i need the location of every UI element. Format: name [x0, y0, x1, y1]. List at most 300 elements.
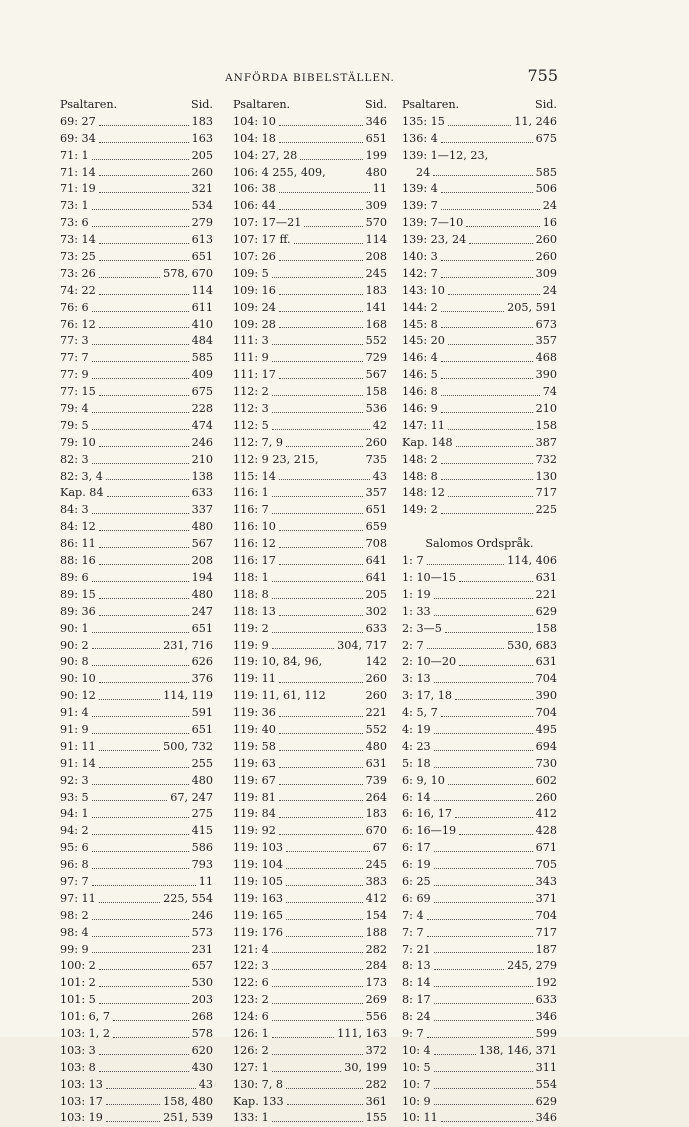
index-entry — [402, 739, 557, 756]
dot-leader — [286, 857, 363, 869]
dot-leader — [99, 756, 189, 768]
page-numbers: 173 — [365, 976, 387, 990]
dot-leader — [272, 638, 334, 650]
index-entry — [233, 165, 387, 182]
page-numbers: 304, 717 — [337, 638, 387, 652]
dot-leader — [92, 418, 189, 430]
verse-reference: 89: 36 — [60, 604, 96, 618]
page-numbers: 730 — [535, 756, 557, 770]
verse-reference: 104: 18 — [233, 131, 276, 145]
dot-leader — [448, 333, 533, 345]
dot-leader — [286, 840, 370, 852]
verse-reference: 77: 7 — [60, 351, 89, 365]
verse-reference: 111: 3 — [233, 334, 269, 348]
verse-reference: Kap. 148 — [402, 435, 453, 449]
index-entry — [402, 1026, 557, 1043]
page-numbers: 343 — [535, 874, 557, 888]
dot-leader — [433, 165, 532, 177]
page-numbers: 412 — [535, 807, 557, 821]
blank-line — [402, 519, 557, 536]
page-numbers: 282 — [365, 942, 387, 956]
verse-reference: 71: 14 — [60, 165, 96, 179]
index-entry — [233, 283, 387, 300]
verse-reference: 8: 24 — [402, 1010, 431, 1024]
verse-reference: 122: 3 — [233, 959, 269, 973]
dot-leader — [441, 266, 533, 278]
dot-leader — [455, 688, 533, 700]
verse-reference: 119: 84 — [233, 807, 276, 821]
index-entry — [60, 958, 213, 975]
page-numbers: 114 — [365, 233, 387, 247]
dot-leader — [107, 485, 189, 497]
dot-leader — [92, 942, 189, 954]
index-entry — [60, 925, 213, 942]
verse-reference: 86: 11 — [60, 537, 96, 551]
verse-reference: 119: 92 — [233, 824, 276, 838]
index-entry — [233, 384, 387, 401]
dot-leader — [92, 621, 189, 633]
verse-reference: 140: 3 — [402, 250, 438, 264]
verse-reference: 6: 16—19 — [402, 824, 457, 838]
index-column-2 — [233, 97, 387, 1127]
page-numbers: 208 — [191, 554, 213, 568]
page-numbers: 552 — [365, 722, 387, 736]
verse-reference: 6: 14 — [402, 790, 431, 804]
verse-reference: 121: 4 — [233, 942, 269, 956]
verse-reference: 3: 13 — [402, 672, 431, 686]
dot-leader — [279, 823, 363, 835]
dot-leader — [272, 621, 363, 633]
page-numbers: 208 — [365, 250, 387, 264]
page-numbers: 245 — [365, 858, 387, 872]
dot-leader — [99, 739, 160, 751]
dot-leader — [272, 401, 363, 413]
page-numbers: 245 — [365, 266, 387, 280]
verse-reference: 7: 21 — [402, 942, 431, 956]
page-numbers: 228 — [191, 402, 213, 416]
dot-leader — [92, 502, 189, 514]
page-numbers: 192 — [535, 976, 557, 990]
dot-leader — [113, 1009, 189, 1021]
page-numbers: 651 — [191, 250, 213, 264]
index-entry — [233, 705, 387, 722]
verse-reference: 107: 26 — [233, 250, 276, 264]
dot-leader — [92, 367, 189, 379]
index-entry — [233, 502, 387, 519]
verse-reference: 119: 36 — [233, 706, 276, 720]
index-entry — [402, 1110, 557, 1127]
index-entry — [402, 1060, 557, 1077]
page-numbers: 599 — [535, 1026, 557, 1040]
index-entry — [233, 806, 387, 823]
dot-leader — [441, 705, 533, 717]
index-entry — [60, 908, 213, 925]
dot-leader — [92, 840, 189, 852]
dot-leader — [99, 553, 189, 565]
verse-reference: 5: 18 — [402, 756, 431, 770]
page-numbers: 183 — [191, 114, 213, 128]
page-numbers: 154 — [365, 908, 387, 922]
verse-reference: 126: 1 — [233, 1026, 269, 1040]
index-entry — [402, 350, 557, 367]
page-numbers: 246 — [191, 435, 213, 449]
dot-leader — [99, 266, 160, 278]
page-numbers: 251, 539 — [163, 1111, 213, 1125]
page-numbers: 480 — [191, 520, 213, 534]
index-entry — [402, 114, 557, 131]
index-entry — [60, 317, 213, 334]
index-entry — [402, 925, 557, 942]
page-numbers: 138 — [191, 469, 213, 483]
page-numbers: 675 — [191, 385, 213, 399]
page-column-label: Sid. — [191, 98, 213, 111]
verse-reference: 109: 16 — [233, 283, 276, 297]
dot-leader — [99, 688, 160, 700]
index-entry — [402, 638, 557, 655]
index-entry — [60, 705, 213, 722]
verse-reference: 91: 4 — [60, 706, 89, 720]
page-numbers: 11 — [198, 874, 213, 888]
index-entry — [402, 975, 557, 992]
verse-reference: 90: 12 — [60, 689, 96, 703]
index-entry — [402, 300, 557, 317]
dot-leader — [106, 469, 189, 481]
index-entry — [402, 570, 557, 587]
verse-reference: 146: 5 — [402, 368, 438, 382]
dot-leader — [445, 621, 533, 633]
index-entry — [402, 722, 557, 739]
dot-leader — [434, 790, 533, 802]
running-title: ANFÖRDA BIBELSTÄLLEN. — [225, 72, 395, 84]
index-entry — [402, 773, 557, 790]
verse-reference: 90: 1 — [60, 621, 89, 635]
verse-reference: 8: 14 — [402, 976, 431, 990]
index-entry — [60, 790, 213, 807]
index-entry — [402, 384, 557, 401]
index-entry — [402, 317, 557, 334]
dot-leader — [427, 553, 505, 565]
verse-reference: 119: 9 — [233, 638, 269, 652]
verse-reference: 6: 25 — [402, 874, 431, 888]
verse-reference: 118: 1 — [233, 570, 269, 584]
page-numbers: 578 — [191, 1026, 213, 1040]
dot-leader — [434, 891, 533, 903]
verse-reference: 101: 5 — [60, 993, 96, 1007]
dot-leader — [434, 722, 533, 734]
index-entry — [233, 198, 387, 215]
page-numbers: 631 — [365, 756, 387, 770]
index-entry — [402, 908, 557, 925]
index-entry — [233, 942, 387, 959]
page-numbers: 279 — [191, 216, 213, 230]
verse-reference: 116: 1 — [233, 486, 269, 500]
page-numbers: 42 — [372, 418, 387, 432]
dot-leader — [427, 908, 533, 920]
page-numbers: 225 — [535, 503, 557, 517]
dot-leader — [92, 198, 189, 210]
dot-leader — [279, 739, 363, 751]
verse-reference: 73: 1 — [60, 199, 89, 213]
page-numbers: 221 — [535, 587, 557, 601]
index-entry — [402, 958, 557, 975]
dot-leader — [279, 300, 363, 312]
page-numbers: 183 — [365, 807, 387, 821]
page-numbers: 631 — [535, 570, 557, 584]
verse-reference: 107: 17—21 — [233, 216, 302, 230]
page-numbers: 187 — [535, 942, 557, 956]
section-title — [402, 536, 557, 553]
index-entry — [60, 587, 213, 604]
verse-reference: 93: 5 — [60, 790, 89, 804]
page-numbers: 480 — [191, 773, 213, 787]
dot-leader — [441, 401, 533, 413]
page-numbers: 361 — [365, 1094, 387, 1108]
page-numbers: 43 — [372, 469, 387, 483]
page-numbers: 284 — [365, 959, 387, 973]
dot-leader — [272, 502, 363, 514]
page-numbers: 225, 554 — [163, 891, 213, 905]
page-column-label: Sid. — [535, 98, 557, 111]
verse-reference: 112: 7, 9 — [233, 435, 284, 449]
index-entry — [60, 874, 213, 891]
index-entry — [60, 148, 213, 165]
verse-reference: 89: 15 — [60, 587, 96, 601]
index-entry — [60, 1060, 213, 1077]
index-entry — [402, 587, 557, 604]
verse-reference: 127: 1 — [233, 1060, 269, 1074]
dot-leader — [427, 925, 533, 937]
dot-leader — [286, 925, 363, 937]
index-entry — [233, 401, 387, 418]
index-entry — [60, 553, 213, 570]
index-entry — [402, 857, 557, 874]
dot-leader — [279, 181, 370, 193]
page-numbers: 530, 683 — [507, 638, 557, 652]
verse-reference: 1: 10—15 — [402, 570, 457, 584]
page-numbers: 506 — [535, 182, 557, 196]
dot-leader — [99, 384, 189, 396]
verse-reference: 7: 7 — [402, 925, 424, 939]
index-entry — [60, 823, 213, 840]
page-numbers: 183 — [365, 283, 387, 297]
dot-leader — [99, 536, 189, 548]
dot-leader — [272, 1009, 363, 1021]
dot-leader — [99, 114, 189, 126]
verse-reference: 24 — [416, 165, 431, 179]
verse-reference: 101: 2 — [60, 976, 96, 990]
page-numbers: 717 — [535, 925, 557, 939]
index-entry — [233, 1043, 387, 1060]
index-entry — [233, 232, 387, 249]
verse-reference: 77: 9 — [60, 368, 89, 382]
dot-leader — [92, 790, 168, 802]
dot-leader — [92, 350, 189, 362]
page-numbers: 410 — [191, 317, 213, 331]
index-entry — [402, 198, 557, 215]
dot-leader — [434, 857, 533, 869]
verse-reference: 88: 16 — [60, 554, 96, 568]
verse-reference: 109: 28 — [233, 317, 276, 331]
page-numbers: 210 — [535, 402, 557, 416]
index-entry — [60, 1094, 213, 1111]
dot-leader — [448, 485, 533, 497]
page-numbers: 205 — [365, 587, 387, 601]
page-numbers: 430 — [191, 1060, 213, 1074]
index-entry — [60, 181, 213, 198]
section-title-text: Salomos Ordspråk. — [425, 537, 534, 551]
dot-leader — [448, 773, 533, 785]
dot-leader — [286, 435, 363, 447]
page-numbers: 474 — [191, 418, 213, 432]
page-numbers: 651 — [191, 722, 213, 736]
verse-reference: 109: 24 — [233, 300, 276, 314]
index-entry — [60, 840, 213, 857]
index-entry — [60, 300, 213, 317]
index-entry — [60, 232, 213, 249]
index-entry — [60, 992, 213, 1009]
verse-reference: 118: 8 — [233, 587, 269, 601]
index-entry — [402, 840, 557, 857]
page-numbers: 390 — [535, 689, 557, 703]
dot-leader — [427, 638, 505, 650]
dot-leader — [99, 1060, 189, 1072]
verse-reference: 4: 19 — [402, 722, 431, 736]
page-numbers: 346 — [365, 114, 387, 128]
index-entry — [60, 131, 213, 148]
index-entry — [402, 891, 557, 908]
index-entry — [233, 908, 387, 925]
dot-leader — [441, 502, 533, 514]
page-numbers: 168 — [365, 317, 387, 331]
index-entry — [233, 790, 387, 807]
verse-reference: 101: 6, 7 — [60, 1010, 111, 1024]
index-entry — [402, 942, 557, 959]
page-numbers: 552 — [365, 334, 387, 348]
dot-leader — [272, 570, 363, 582]
page-numbers: 357 — [365, 486, 387, 500]
dot-leader — [92, 857, 189, 869]
dot-leader — [279, 671, 363, 683]
dot-leader — [279, 317, 363, 329]
index-entry — [60, 638, 213, 655]
dot-leader — [92, 773, 189, 785]
verse-reference: 133: 1 — [233, 1111, 269, 1125]
page-numbers: 321 — [191, 182, 213, 196]
index-entry — [402, 671, 557, 688]
index-entry — [233, 215, 387, 232]
dot-leader — [106, 1094, 160, 1106]
dot-leader — [279, 806, 363, 818]
page-numbers: 11 — [372, 182, 387, 196]
index-entry — [60, 435, 213, 452]
verse-reference: 77: 15 — [60, 385, 96, 399]
index-entry — [233, 925, 387, 942]
dot-leader — [441, 198, 540, 210]
dot-leader — [434, 739, 533, 751]
verse-reference: 91: 9 — [60, 722, 89, 736]
index-entry — [233, 722, 387, 739]
dot-leader — [459, 654, 533, 666]
index-entry — [233, 756, 387, 773]
verse-reference: 111: 9 — [233, 351, 269, 365]
page-numbers: 260 — [191, 165, 213, 179]
page-numbers: 260 — [535, 233, 557, 247]
dot-leader — [99, 587, 189, 599]
dot-leader — [441, 249, 533, 261]
page-numbers: 246 — [191, 908, 213, 922]
dot-leader — [279, 283, 363, 295]
dot-leader — [99, 671, 189, 683]
page-numbers: 554 — [535, 1077, 557, 1091]
verse-reference: 119: 40 — [233, 722, 276, 736]
verse-reference: 71: 1 — [60, 148, 89, 162]
page-numbers: 480 — [365, 165, 387, 179]
page-numbers: 30, 199 — [344, 1060, 387, 1074]
page-header — [62, 66, 558, 90]
verse-reference: 1: 33 — [402, 604, 431, 618]
page-numbers: 260 — [535, 250, 557, 264]
page-numbers: 130 — [535, 469, 557, 483]
page-numbers: 158 — [535, 621, 557, 635]
dot-leader — [272, 587, 363, 599]
dot-leader — [441, 350, 533, 362]
page-number: 755 — [527, 66, 558, 85]
index-entry — [233, 654, 387, 671]
dot-leader — [434, 975, 533, 987]
index-entry — [60, 722, 213, 739]
dot-leader — [106, 1077, 196, 1089]
index-entry — [233, 1026, 387, 1043]
page-numbers: 387 — [535, 435, 557, 449]
dot-leader — [434, 1077, 533, 1089]
verse-reference: 4: 5, 7 — [402, 706, 438, 720]
dot-leader — [427, 1026, 533, 1038]
index-entry — [60, 1026, 213, 1043]
page-numbers: 210 — [191, 452, 213, 466]
index-entry — [60, 1077, 213, 1094]
dot-leader — [272, 384, 363, 396]
index-entry — [402, 705, 557, 722]
page-numbers: 732 — [535, 452, 557, 466]
index-entry — [402, 874, 557, 891]
page-numbers: 468 — [535, 351, 557, 365]
dot-leader — [279, 773, 363, 785]
dot-leader — [92, 925, 189, 937]
verse-reference: 69: 27 — [60, 114, 96, 128]
index-entry — [402, 688, 557, 705]
page-numbers: 371 — [535, 891, 557, 905]
page-numbers: 138, 146, 371 — [478, 1043, 557, 1057]
index-entry — [233, 300, 387, 317]
index-entry — [402, 485, 557, 502]
index-entry — [60, 536, 213, 553]
index-entry — [233, 131, 387, 148]
verse-reference: 126: 2 — [233, 1043, 269, 1057]
dot-leader — [456, 435, 533, 447]
verse-reference: 106: 44 — [233, 199, 276, 213]
dot-leader — [92, 401, 189, 413]
index-entry — [402, 469, 557, 486]
page-numbers: 114 — [191, 283, 213, 297]
verse-reference: 4: 23 — [402, 739, 431, 753]
verse-reference: 112: 5 — [233, 418, 269, 432]
index-entry — [60, 1043, 213, 1060]
index-entry — [402, 621, 557, 638]
dot-leader — [92, 654, 189, 666]
verse-reference: 112: 2 — [233, 385, 269, 399]
index-entry — [60, 350, 213, 367]
verse-reference: 119: 67 — [233, 773, 276, 787]
